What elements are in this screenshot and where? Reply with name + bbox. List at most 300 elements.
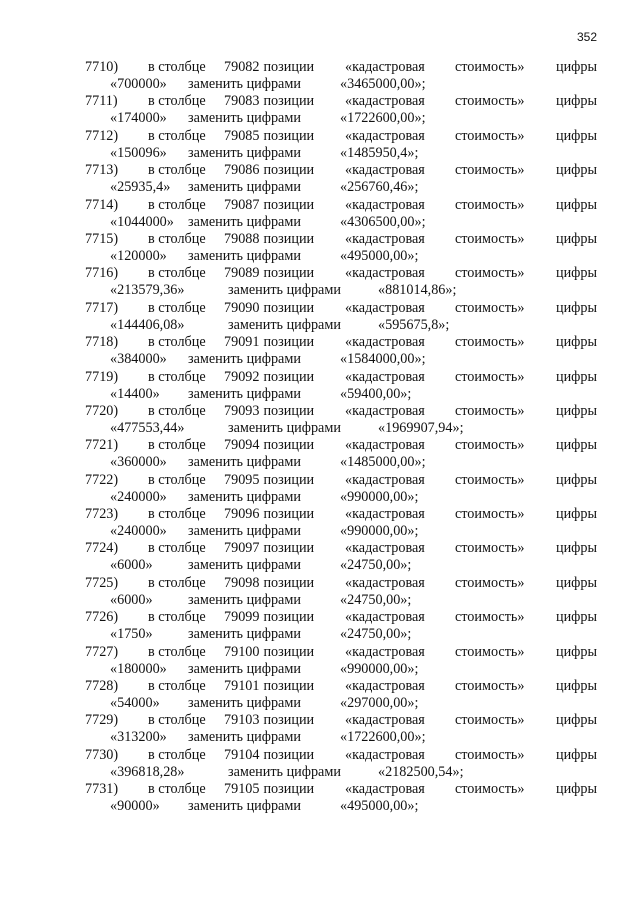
new-value: «1722600,00»; — [340, 729, 426, 746]
amendment-line-1 — [0, 644, 639, 661]
in-column-text: в столбце — [148, 746, 206, 763]
cadastral-text: «кадастровая — [345, 678, 425, 695]
position-label: позиции — [263, 196, 315, 213]
cost-text: стоимость» — [455, 368, 525, 385]
position-number: 79089 — [224, 265, 260, 282]
position-number: 79085 — [224, 127, 260, 144]
cost-text: стоимость» — [455, 127, 525, 144]
amendment-line-1 — [0, 128, 639, 145]
in-column-text: в столбце — [148, 712, 206, 729]
position-text — [224, 128, 314, 145]
amendment-line-1 — [0, 747, 639, 764]
digits-text: цифры — [556, 678, 598, 695]
amendment-item — [0, 540, 639, 574]
amendment-line-1 — [0, 712, 639, 729]
item-number: 7717) — [85, 299, 119, 316]
cost-text: стоимость» — [455, 678, 525, 695]
old-value: «313200» — [110, 729, 167, 746]
old-value: «90000» — [110, 798, 160, 815]
old-value: «384000» — [110, 351, 167, 368]
amendment-line-2 — [0, 695, 639, 712]
replace-text: заменить цифрами — [188, 247, 301, 264]
cost-text: стоимость» — [455, 506, 525, 523]
old-value: «213579,36» — [110, 282, 185, 299]
amendment-line-1 — [0, 609, 639, 626]
position-number: 79093 — [224, 402, 260, 419]
position-label: позиции — [263, 368, 315, 385]
item-number: 7729) — [85, 712, 119, 729]
new-value: «256760,46»; — [340, 179, 419, 196]
position-number: 79099 — [224, 609, 260, 626]
replace-text: заменить цифрами — [188, 557, 301, 574]
digits-text: цифры — [556, 299, 598, 316]
position-text — [224, 162, 314, 179]
position-label: позиции — [263, 540, 315, 557]
amendment-item — [0, 93, 639, 127]
replace-text: заменить цифрами — [228, 419, 341, 436]
amendment-line-2 — [0, 386, 639, 403]
old-value: «180000» — [110, 660, 167, 677]
position-number: 79086 — [224, 162, 260, 179]
amendment-item — [0, 644, 639, 678]
position-text — [224, 231, 314, 248]
amendment-line-1 — [0, 540, 639, 557]
amendment-line-1 — [0, 575, 639, 592]
position-text — [224, 678, 314, 695]
digits-text: цифры — [556, 643, 598, 660]
digits-text: цифры — [556, 712, 598, 729]
old-value: «54000» — [110, 695, 160, 712]
item-number: 7712) — [85, 127, 119, 144]
new-value: «24750,00»; — [340, 626, 412, 643]
new-value: «1722600,00»; — [340, 110, 426, 127]
position-label: позиции — [263, 609, 315, 626]
amendment-line-1 — [0, 678, 639, 695]
amendment-line-2 — [0, 282, 639, 299]
in-column-text: в столбце — [148, 196, 206, 213]
amendment-line-1 — [0, 300, 639, 317]
amendment-item — [0, 747, 639, 781]
in-column-text: в столбце — [148, 299, 206, 316]
position-label: позиции — [263, 334, 315, 351]
old-value: «25935,4» — [110, 179, 171, 196]
new-value: «990000,00»; — [340, 488, 419, 505]
cadastral-text: «кадастровая — [345, 162, 425, 179]
position-number: 79092 — [224, 368, 260, 385]
cadastral-text: «кадастровая — [345, 230, 425, 247]
cadastral-text: «кадастровая — [345, 746, 425, 763]
item-number: 7731) — [85, 781, 119, 798]
position-number: 79082 — [224, 59, 260, 75]
amendment-line-2 — [0, 523, 639, 540]
item-number: 7727) — [85, 643, 119, 660]
in-column-text: в столбце — [148, 59, 206, 75]
amendment-line-1 — [0, 197, 639, 214]
position-text — [224, 265, 314, 282]
amendment-line-2 — [0, 557, 639, 574]
position-label: позиции — [263, 506, 315, 523]
item-number: 7722) — [85, 471, 119, 488]
amendment-line-2 — [0, 351, 639, 368]
replace-text: заменить цифрами — [188, 488, 301, 505]
in-column-text: в столбце — [148, 368, 206, 385]
amendment-item — [0, 712, 639, 746]
item-number: 7726) — [85, 609, 119, 626]
position-label: позиции — [263, 162, 315, 179]
amendment-item — [0, 609, 639, 643]
digits-text: цифры — [556, 402, 598, 419]
digits-text: цифры — [556, 230, 598, 247]
cost-text: стоимость» — [455, 230, 525, 247]
new-value: «24750,00»; — [340, 591, 412, 608]
position-label: позиции — [263, 678, 315, 695]
replace-text: заменить цифрами — [188, 179, 301, 196]
in-column-text: в столбце — [148, 609, 206, 626]
position-label: позиции — [263, 299, 315, 316]
digits-text: цифры — [556, 127, 598, 144]
in-column-text: в столбце — [148, 265, 206, 282]
replace-text: заменить цифрами — [188, 523, 301, 540]
position-text — [224, 437, 314, 454]
replace-text: заменить цифрами — [228, 282, 341, 299]
position-text — [224, 575, 314, 592]
item-number: 7725) — [85, 574, 119, 591]
old-value: «477553,44» — [110, 419, 185, 436]
cadastral-text: «кадастровая — [345, 437, 425, 454]
position-label: позиции — [263, 402, 315, 419]
digits-text: цифры — [556, 540, 598, 557]
item-number: 7710) — [85, 59, 119, 75]
digits-text: цифры — [556, 471, 598, 488]
position-label: позиции — [263, 712, 315, 729]
replace-text: заменить цифрами — [188, 626, 301, 643]
position-text — [224, 403, 314, 420]
amendment-line-1 — [0, 403, 639, 420]
position-label: позиции — [263, 127, 315, 144]
cost-text: стоимость» — [455, 93, 525, 110]
old-value: «396818,28» — [110, 763, 185, 780]
digits-text: цифры — [556, 368, 598, 385]
amendment-line-2 — [0, 214, 639, 231]
position-text — [224, 334, 314, 351]
item-number: 7723) — [85, 506, 119, 523]
new-value: «990000,00»; — [340, 660, 419, 677]
item-number: 7713) — [85, 162, 119, 179]
position-number: 79083 — [224, 93, 260, 110]
cost-text: стоимость» — [455, 540, 525, 557]
cadastral-text: «кадастровая — [345, 609, 425, 626]
replace-text: заменить цифрами — [188, 660, 301, 677]
item-number: 7718) — [85, 334, 119, 351]
amendment-line-2 — [0, 110, 639, 127]
position-text — [224, 472, 314, 489]
cost-text: стоимость» — [455, 712, 525, 729]
amendment-item — [0, 781, 639, 815]
position-number: 79105 — [224, 781, 260, 798]
cost-text: стоимость» — [455, 334, 525, 351]
position-label: позиции — [263, 746, 315, 763]
item-number: 7711) — [85, 93, 118, 110]
amendment-item — [0, 162, 639, 196]
in-column-text: в столбце — [148, 93, 206, 110]
cadastral-text: «кадастровая — [345, 299, 425, 316]
position-number: 79091 — [224, 334, 260, 351]
in-column-text: в столбце — [148, 127, 206, 144]
new-value: «24750,00»; — [340, 557, 412, 574]
cadastral-text: «кадастровая — [345, 59, 425, 75]
in-column-text: в столбце — [148, 230, 206, 247]
digits-text: цифры — [556, 334, 598, 351]
cadastral-text: «кадастровая — [345, 402, 425, 419]
in-column-text: в столбце — [148, 574, 206, 591]
cost-text: стоимость» — [455, 781, 525, 798]
cadastral-text: «кадастровая — [345, 334, 425, 351]
replace-text: заменить цифрами — [188, 454, 301, 471]
item-number: 7720) — [85, 402, 119, 419]
position-label: позиции — [263, 59, 315, 75]
position-label: позиции — [263, 574, 315, 591]
position-text — [224, 609, 314, 626]
digits-text: цифры — [556, 59, 598, 75]
amendment-line-2 — [0, 798, 639, 815]
position-number: 79095 — [224, 471, 260, 488]
cost-text: стоимость» — [455, 471, 525, 488]
position-text — [224, 781, 314, 798]
amendment-line-1 — [0, 162, 639, 179]
replace-text: заменить цифрами — [188, 798, 301, 815]
amendment-line-1 — [0, 437, 639, 454]
in-column-text: в столбце — [148, 162, 206, 179]
cadastral-text: «кадастровая — [345, 471, 425, 488]
amendment-line-1 — [0, 59, 639, 76]
page-number: 352 — [577, 30, 598, 44]
item-number: 7730) — [85, 746, 119, 763]
position-text — [224, 197, 314, 214]
cost-text: стоимость» — [455, 437, 525, 454]
position-label: позиции — [263, 265, 315, 282]
amendment-item — [0, 197, 639, 231]
old-value: «1044000» — [110, 213, 174, 230]
new-value: «495000,00»; — [340, 247, 419, 264]
amendment-line-2 — [0, 489, 639, 506]
position-text — [224, 712, 314, 729]
digits-text: цифры — [556, 609, 598, 626]
item-number: 7715) — [85, 230, 119, 247]
position-number: 79090 — [224, 299, 260, 316]
position-number: 79097 — [224, 540, 260, 557]
old-value: «174000» — [110, 110, 167, 127]
cost-text: стоимость» — [455, 162, 525, 179]
new-value: «1485000,00»; — [340, 454, 426, 471]
new-value: «990000,00»; — [340, 523, 419, 540]
amendment-list — [0, 59, 639, 816]
new-value: «297000,00»; — [340, 695, 419, 712]
amendment-line-2 — [0, 592, 639, 609]
amendment-item — [0, 575, 639, 609]
amendment-line-1 — [0, 506, 639, 523]
position-text — [224, 506, 314, 523]
in-column-text: в столбце — [148, 437, 206, 454]
cadastral-text: «кадастровая — [345, 574, 425, 591]
amendment-line-1 — [0, 334, 639, 351]
position-number: 79104 — [224, 746, 260, 763]
amendment-item — [0, 300, 639, 334]
replace-text: заменить цифрами — [188, 729, 301, 746]
item-number: 7714) — [85, 196, 119, 213]
amendment-line-2 — [0, 179, 639, 196]
cadastral-text: «кадастровая — [345, 781, 425, 798]
cost-text: стоимость» — [455, 643, 525, 660]
in-column-text: в столбце — [148, 334, 206, 351]
item-number: 7728) — [85, 678, 119, 695]
position-number: 79103 — [224, 712, 260, 729]
digits-text: цифры — [556, 437, 598, 454]
replace-text: заменить цифрами — [188, 591, 301, 608]
amendment-line-1 — [0, 781, 639, 798]
old-value: «144406,08» — [110, 316, 185, 333]
digits-text: цифры — [556, 781, 598, 798]
digits-text: цифры — [556, 746, 598, 763]
replace-text: заменить цифрами — [188, 213, 301, 230]
new-value: «595675,8»; — [378, 316, 450, 333]
amendment-item — [0, 403, 639, 437]
digits-text: цифры — [556, 265, 598, 282]
replace-text: заменить цифрами — [188, 385, 301, 402]
amendment-item — [0, 472, 639, 506]
in-column-text: в столбце — [148, 402, 206, 419]
amendment-item — [0, 334, 639, 368]
cost-text: стоимость» — [455, 299, 525, 316]
cost-text: стоимость» — [455, 574, 525, 591]
digits-text: цифры — [556, 196, 598, 213]
old-value: «14400» — [110, 385, 160, 402]
new-value: «3465000,00»; — [340, 76, 426, 92]
old-value: «240000» — [110, 488, 167, 505]
in-column-text: в столбце — [148, 471, 206, 488]
amendment-item — [0, 437, 639, 471]
digits-text: цифры — [556, 574, 598, 591]
cost-text: стоимость» — [455, 196, 525, 213]
cadastral-text: «кадастровая — [345, 540, 425, 557]
position-number: 79088 — [224, 230, 260, 247]
position-text — [224, 747, 314, 764]
amendment-line-1 — [0, 93, 639, 110]
in-column-text: в столбце — [148, 506, 206, 523]
replace-text: заменить цифрами — [188, 351, 301, 368]
cadastral-text: «кадастровая — [345, 506, 425, 523]
new-value: «1584000,00»; — [340, 351, 426, 368]
position-label: позиции — [263, 781, 315, 798]
amendment-item — [0, 59, 639, 93]
amendment-line-2 — [0, 454, 639, 471]
position-label: позиции — [263, 93, 315, 110]
amendment-item — [0, 231, 639, 265]
amendment-line-2 — [0, 248, 639, 265]
in-column-text: в столбце — [148, 540, 206, 557]
old-value: «6000» — [110, 557, 153, 574]
amendment-line-1 — [0, 231, 639, 248]
new-value: «495000,00»; — [340, 798, 419, 815]
cadastral-text: «кадастровая — [345, 196, 425, 213]
old-value: «240000» — [110, 523, 167, 540]
old-value: «6000» — [110, 591, 153, 608]
cost-text: стоимость» — [455, 59, 525, 75]
digits-text: цифры — [556, 162, 598, 179]
cost-text: стоимость» — [455, 265, 525, 282]
replace-text: заменить цифрами — [228, 316, 341, 333]
amendment-line-2 — [0, 764, 639, 781]
position-text — [224, 59, 314, 76]
amendment-line-2 — [0, 317, 639, 334]
cost-text: стоимость» — [455, 609, 525, 626]
position-text — [224, 540, 314, 557]
position-text — [224, 644, 314, 661]
new-value: «59400,00»; — [340, 385, 412, 402]
old-value: «1750» — [110, 626, 153, 643]
new-value: «881014,86»; — [378, 282, 457, 299]
amendment-line-1 — [0, 265, 639, 282]
amendment-line-1 — [0, 472, 639, 489]
replace-text: заменить цифрами — [188, 76, 301, 92]
new-value: «1969907,94»; — [378, 419, 464, 436]
cadastral-text: «кадастровая — [345, 265, 425, 282]
position-number: 79087 — [224, 196, 260, 213]
position-number: 79098 — [224, 574, 260, 591]
cadastral-text: «кадастровая — [345, 368, 425, 385]
position-number: 79094 — [224, 437, 260, 454]
item-number: 7719) — [85, 368, 119, 385]
cadastral-text: «кадастровая — [345, 127, 425, 144]
item-number: 7724) — [85, 540, 119, 557]
cost-text: стоимость» — [455, 746, 525, 763]
position-label: позиции — [263, 471, 315, 488]
in-column-text: в столбце — [148, 643, 206, 660]
position-number: 79096 — [224, 506, 260, 523]
item-number: 7716) — [85, 265, 119, 282]
replace-text: заменить цифрами — [188, 144, 301, 161]
replace-text: заменить цифрами — [188, 110, 301, 127]
position-label: позиции — [263, 643, 315, 660]
amendment-item — [0, 506, 639, 540]
amendment-item — [0, 678, 639, 712]
amendment-item — [0, 265, 639, 299]
old-value: «150096» — [110, 144, 167, 161]
in-column-text: в столбце — [148, 678, 206, 695]
position-text — [224, 300, 314, 317]
new-value: «2182500,54»; — [378, 763, 464, 780]
cadastral-text: «кадастровая — [345, 93, 425, 110]
in-column-text: в столбце — [148, 781, 206, 798]
new-value: «4306500,00»; — [340, 213, 426, 230]
amendment-line-2 — [0, 626, 639, 643]
amendment-line-2 — [0, 729, 639, 746]
amendment-item — [0, 369, 639, 403]
digits-text: цифры — [556, 506, 598, 523]
position-number: 79100 — [224, 643, 260, 660]
amendment-line-2 — [0, 145, 639, 162]
position-text — [224, 369, 314, 386]
replace-text: заменить цифрами — [228, 763, 341, 780]
old-value: «360000» — [110, 454, 167, 471]
new-value: «1485950,4»; — [340, 144, 419, 161]
cadastral-text: «кадастровая — [345, 643, 425, 660]
amendment-line-2 — [0, 661, 639, 678]
amendment-item — [0, 128, 639, 162]
position-label: позиции — [263, 230, 315, 247]
replace-text: заменить цифрами — [188, 695, 301, 712]
old-value: «120000» — [110, 247, 167, 264]
item-number: 7721) — [85, 437, 119, 454]
